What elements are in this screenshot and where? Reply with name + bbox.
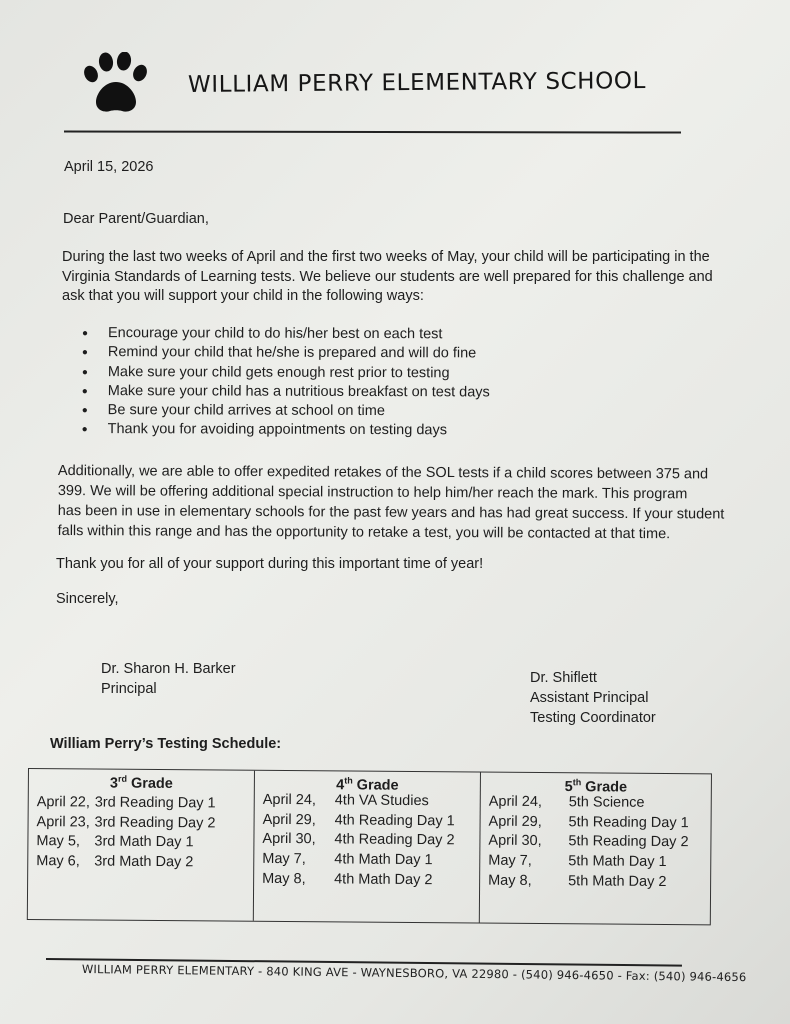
retake-paragraph [58, 461, 725, 544]
grade-3-column [28, 769, 255, 921]
principal-name: Dr. Sharon H. Barker [101, 661, 236, 677]
header-divider [64, 130, 681, 133]
column-header: 4th Grade [336, 775, 399, 794]
column-header: 5th Grade [564, 777, 628, 796]
table-row: April 24, 4th VA Studies [262, 791, 429, 809]
grade-5-column [480, 773, 711, 925]
letter-date: April 15, 2026 [64, 159, 154, 175]
table-row: April 29, 5th Reading Day 1 [488, 813, 689, 831]
retake-line: 399. We will be offering additional special instruction to help him/her reach the mark. This program [57, 482, 688, 503]
schedule-title: William Perry’s Testing Schedule: [50, 736, 282, 752]
retake-line: Additionally, we are able to offer expedited retakes of the SOL tests if a child scores between 375 and [57, 462, 709, 483]
intro-line: ask that you will support your child in the following ways: [62, 288, 424, 304]
principal-title: Principal [101, 680, 157, 697]
salutation: Dear Parent/Guardian, [63, 211, 209, 227]
principal-signature [101, 660, 236, 699]
assistant-title: Assistant Principal [530, 690, 649, 706]
assistant-signature [530, 668, 656, 728]
closing: Sincerely, [56, 591, 119, 607]
intro-line: During the last two weeks of April and the first two weeks of May, your child will be participating in the [62, 249, 710, 265]
list-item: ● Remind your child that he/she is prepared and will do fine [82, 343, 490, 364]
thanks-line: Thank you for all of your support during this important time of year! [56, 556, 484, 572]
list-item: ● Encourage your child to do his/her best on each test [82, 324, 490, 345]
column-header: 3rd Grade [109, 773, 173, 792]
table-row: April 24, 5th Science [488, 793, 645, 811]
list-item: ● Be sure your child arrives at school on time [82, 401, 490, 422]
assistant-name: Dr. Shiflett [530, 670, 597, 686]
school-name: WILLIAM PERRY ELEMENTARY SCHOOL [187, 68, 647, 98]
list-item: ● Make sure your child gets enough rest prior to testing [82, 363, 490, 384]
list-item: ● Thank you for avoiding appointments on testing days [82, 420, 490, 441]
intro-line: Virginia Standards of Learning tests. We believe our students are well prepared for this challenge and [62, 268, 713, 285]
table-row: April 29, 4th Reading Day 1 [262, 811, 455, 829]
intro-paragraph [62, 248, 713, 307]
table-row: April 30, 4th Reading Day 2 [262, 831, 455, 849]
table-row: April 23, 3rd Reading Day 2 [36, 813, 216, 832]
list-item: ● Make sure your child has a nutritious breakfast on test days [82, 382, 490, 403]
table-row: May 5, 3rd Math Day 1 [36, 833, 194, 851]
paw-print-icon [82, 52, 150, 116]
table-row: May 8, 5th Math Day 2 [488, 872, 667, 891]
grade-4-column [254, 771, 481, 923]
table-row: May 7, 5th Math Day 1 [488, 852, 667, 871]
table-row: April 22, 3rd Reading Day 1 [36, 793, 216, 812]
footer-address: WILLIAM PERRY ELEMENTARY - 840 KING AVE - WAYNESBORO, VA 22980 - (540) 946-4650 - Fax: (540) 946-4656 [81, 962, 747, 985]
retake-line: has been in use in elementary schools for the past few years and has had great success. If your student [57, 502, 725, 523]
table-row: May 8, 4th Math Day 2 [262, 870, 433, 889]
table-row: May 6, 3rd Math Day 2 [36, 853, 194, 871]
assistant-role: Testing Coordinator [530, 710, 656, 726]
retake-line: falls within this range and has the opportunity to retake a test, you will be contacted at that time. [57, 522, 671, 543]
testing-schedule-table [27, 768, 712, 925]
table-row: May 7, 4th Math Day 1 [262, 851, 433, 869]
support-list [82, 324, 490, 441]
table-row: April 30, 5th Reading Day 2 [488, 833, 689, 851]
